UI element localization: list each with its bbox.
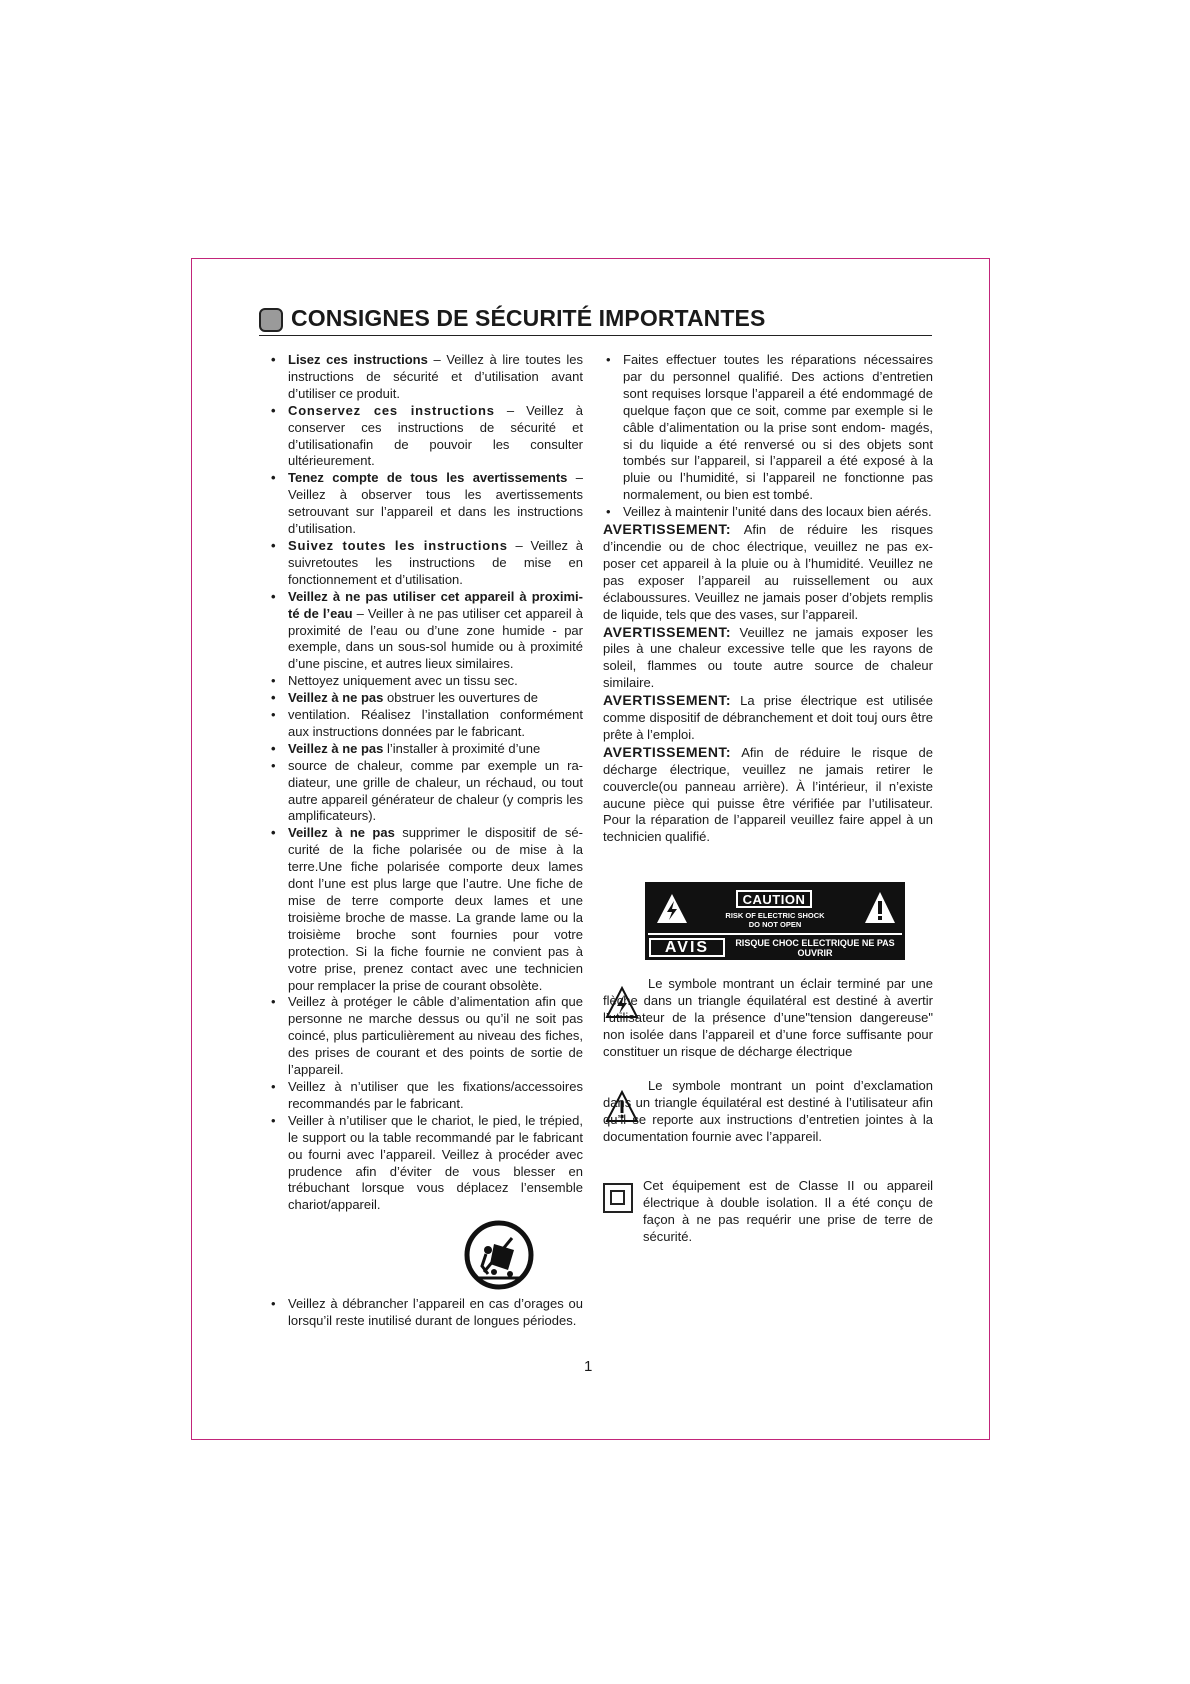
list-item: • Veillez à maintenir l’unité dans des locaux bien aérés. — [603, 504, 933, 521]
list-item: • Tenez compte de tous les avertissements – Veillez à observer tous les avertissements setrouvant sur l’appareil et dans les instructions d’utilisation. — [268, 470, 583, 538]
class-ii-double-square-icon — [603, 1183, 633, 1213]
risk-line-1: RISK OF ELECTRIC SHOCK — [725, 911, 825, 920]
list-item: • Veillez à ne pas utiliser cet appareil à proximi- té de l’eau – Veiller à ne pas utiliser cet appareil à proximité de l’eau ou d’une zone humide - par exemple, dans un sous-sol humide ou à proximité d’une piscine, et autres lieux similaires. — [268, 589, 583, 674]
list-item: • Nettoyez uniquement avec un tissu sec. — [268, 673, 583, 690]
list-item: • Veillez à protéger le câble d’alimentation afin que personne ne marche dessus ou qu’il ne soit pas coincé, plus particulièrement au niveau des fiches, des prises de courant et des points de sortie de l’appareil. — [268, 994, 583, 1079]
exclamation-symbol-text: Le symbole montrant un point d’exclamation dans un triangle équilatéral est destiné à l’utilisateur afin qu’il se reporte aux instructions d’entretien jointes à la documentation fournie avec l’appareil. — [603, 1078, 933, 1144]
risk-line-2: DO NOT OPEN — [748, 920, 802, 929]
list-item: • Veillez à ne pas l’installer à proximité d’une — [268, 741, 583, 758]
warning-paragraph: AVERTISSEMENT: Afin de réduire les risques d’incendie ou de choc électrique, veuillez ne pas ex- poser cet appareil à la pluie ou à l’humidité. Veuillez ne pas exposer l’appareil au ruissellement ou aux éclaboussures. Veuillez ne jamais poser d’objets remplis de liquide, tels que des vases, sur l’appareil. — [603, 521, 933, 622]
left-column — [268, 352, 583, 1330]
warning-paragraph: AVERTISSEMENT: Veuillez ne jamais exposer les piles à une chaleur excessive telle que les rayons de soleil, flammes ou toute autre source de chaleur similaire. — [603, 623, 933, 691]
right-column — [603, 352, 933, 846]
list-item: • source de chaleur, comme par exemple un ra- diateur, une grille de chaleur, un réchaud, ou tout autre appareil générateur de chaleur (y compris les amplificateurs). — [268, 758, 583, 826]
avis-word: AVIS — [649, 938, 725, 957]
lightning-triangle-icon — [655, 892, 689, 926]
list-item: • Veillez à ne pas obstruer les ouvertures de — [268, 690, 583, 707]
list-item: • Veillez à n’utiliser que les fixations/accessoires recommandés par le fabricant. — [268, 1079, 583, 1113]
list-item: • Faites effectuer toutes les réparations nécessaires par du personnel qualifié. Des actions d’entretien sont requises lorsque l’appareil a été endommagé de quelque façon que ce soit, comme par exemple si le câble d’alimentation ou la prise sont endom- magés, si du liquide a été renversé ou si des objets sont tombés sur l’appareil, si l’appareil a été exposé à la pluie ou l’humidité, si l’appareil ne fonctionne pas normalement, ou bien est tombé. — [603, 352, 933, 504]
divider — [648, 933, 902, 935]
list-item: • Veillez à ne pas supprimer le dispositif de sé- curité de la fiche polarisée ou de mise à la terre.Une fiche polarisée comporte deux lames dont l’une est plus large que l’autre. Une fiche de mise de terre comporte deux lames et une troisième broche de masse. La grande lame ou la troisième broche sont fournies pour votre protection. Si la fiche fournie ne convient pas à votre prise, prenez contact avec une technicien pour remplacer la prise de courant obsolète. — [268, 825, 583, 994]
no-cart-tipping-icon — [464, 1220, 534, 1290]
list-item: • Conservez ces instructions – Veillez à conserver ces instructions de sécurité et d’utilisationafin de pouvoir les consulter ultérieurement. — [268, 403, 583, 471]
page-number: 1 — [584, 1358, 593, 1375]
page-title: CONSIGNES DE SÉCURITÉ IMPORTANTES — [291, 305, 766, 331]
caution-word: CAUTION — [736, 890, 812, 908]
list-item: • Lisez ces instructions – Veillez à lire toutes les instructions de sécurité et d’utilisation avant d’utiliser ce produit. — [268, 352, 583, 403]
title-square-icon — [259, 308, 283, 332]
title-bar — [259, 305, 932, 336]
warning-paragraph: AVERTISSEMENT: La prise électrique est utilisée comme dispositif de débranchement et doit touj ours être prête à l’emploi. — [603, 692, 933, 742]
lightning-symbol-text: Le symbole montrant un éclair terminé par une flèche dans un triangle équilatéral est destiné à avertir l’utilisateur de la présence d’une"tension dangereuse" non isolée dans l’appareil et d’une force suffisante pour constituer un risque de décharge électrique — [603, 976, 933, 1059]
list-item: • Veillez à débrancher l’appareil en cas d’orages ou lorsqu’il reste inutilisé durant de longues périodes. — [268, 1296, 583, 1330]
list-item: • ventilation. Réalisez l’installation conformément aux instructions données par le fabricant. — [268, 707, 583, 741]
exclamation-triangle-icon — [863, 890, 897, 926]
list-item: • Veiller à n’utiliser que le chariot, le pied, le trépied, le support ou la table recommandé par le fabricant ou fourni avec l’appareil. Veillez à procéder avec prudence afin d’éviter de vous blesser en trébuchant lorsque vous déplacez l’ensemble chariot/appareil. — [268, 1113, 583, 1214]
class-ii-text: Cet équipement est de Classe II ou appareil électrique à double isolation. Il a été conçu de façon à ne pas requérir une prise de terre de sécurité. — [643, 1178, 933, 1244]
risque-text: RISQUE CHOC ELECTRIQUE NE PAS OUVRIR — [735, 938, 895, 958]
caution-label — [645, 882, 905, 960]
warning-paragraph: AVERTISSEMENT: Afin de réduire le risque de décharge électrique, veuillez ne jamais retirer le couvercle(ou panneau arrière). À l’intérieur, il n’existe aucune pièce qui puisse être vérifiée par l’utilisateur. Pour la réparation de l’appareil veuillez faire appel à un technicien qualifié. — [603, 743, 933, 845]
list-item: • Suivez toutes les instructions – Veillez à suivretoutes les instructions de mise en fonctionnement et d’utilisation. — [268, 538, 583, 589]
